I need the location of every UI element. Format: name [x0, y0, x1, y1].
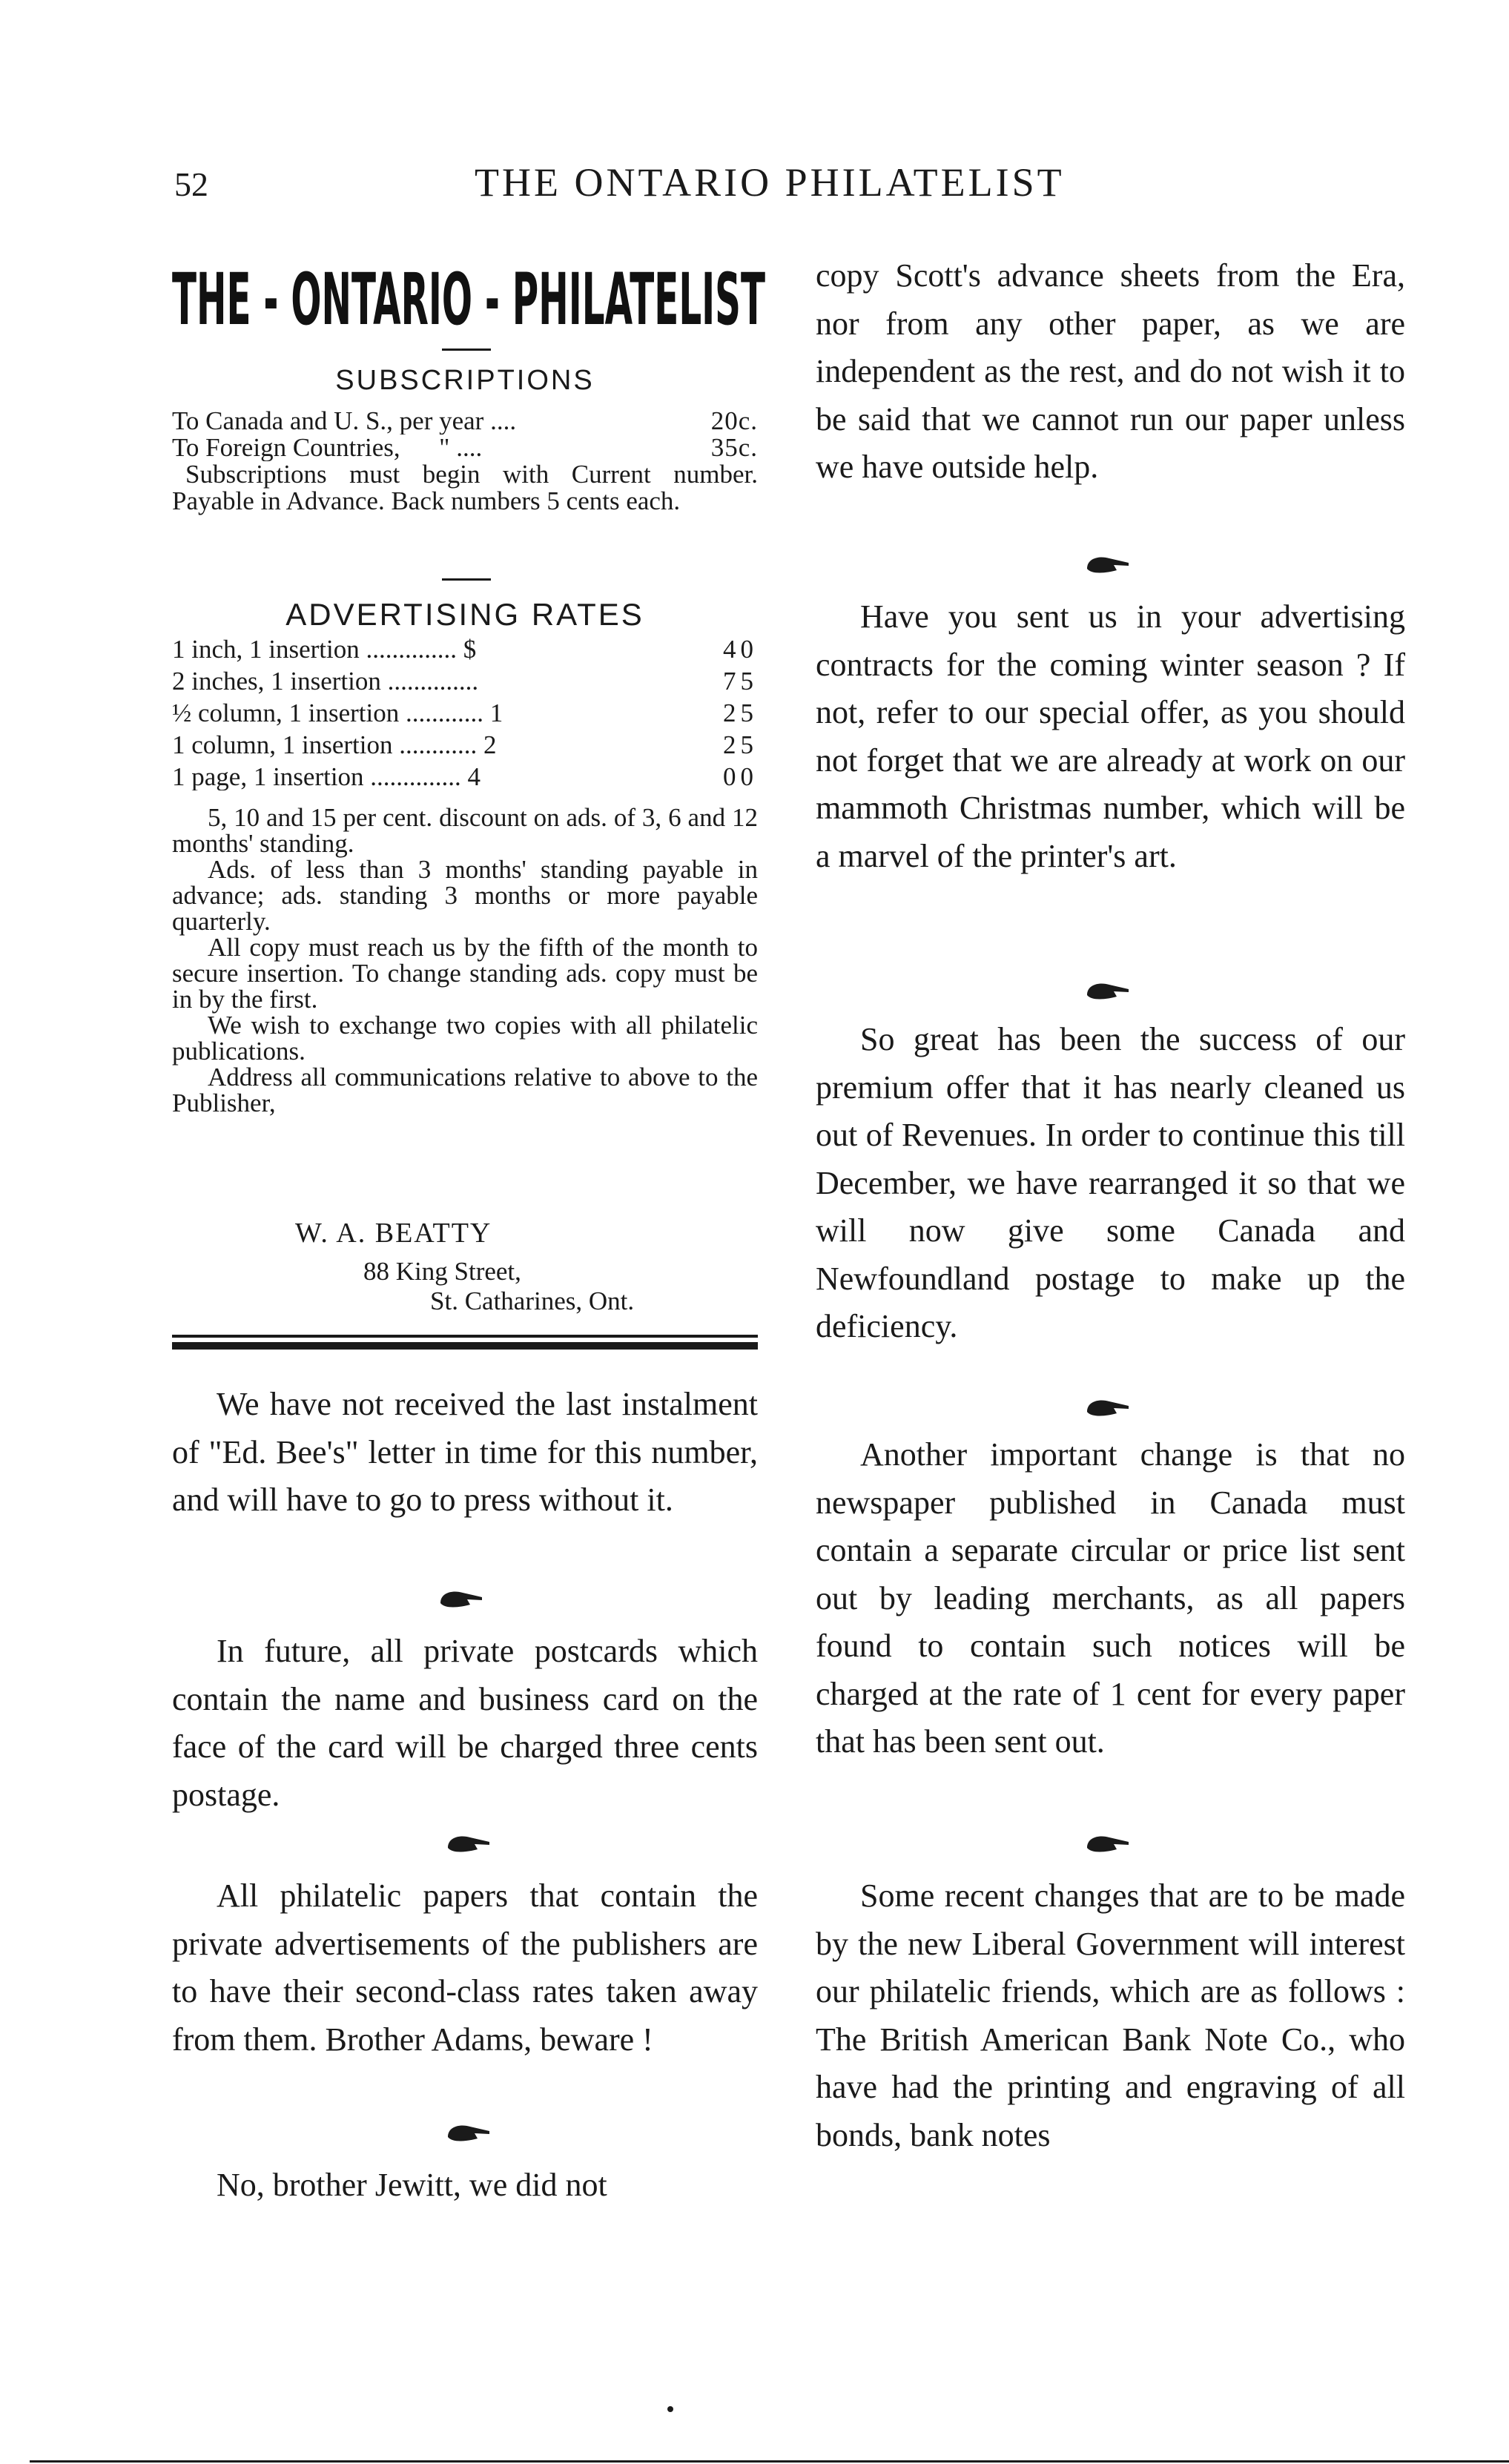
- ad-rate-price: 00: [723, 762, 758, 791]
- pointing-hand-icon: [1084, 1832, 1136, 1854]
- divider: [442, 349, 491, 351]
- ad-rate-price: 25: [723, 730, 758, 759]
- masthead-title-text: THE - ONTARIO - PHILATELIST: [172, 258, 765, 337]
- pointing-hand-icon: [1084, 979, 1136, 1001]
- terms-paragraph: 5, 10 and 15 per cent. discount on ads. of 3, 6 and 12 months' standing.: [172, 803, 758, 858]
- subscription-row: [172, 408, 758, 435]
- ad-rate-row: [172, 636, 758, 663]
- ad-rate-row: [172, 700, 758, 727]
- subscription-label: To Foreign Countries, ": [172, 435, 450, 461]
- article-paragraph: All philatelic papers that contain the private advertisements of the publishers are to have their second-class rates taken away from them. Brother Adams, beware !: [172, 1877, 758, 2058]
- terms-paragraph: All copy must reach us by the fifth of the month to secure insertion. To change standing ads. copy must be in by the first.: [172, 933, 758, 1014]
- publisher-name: W. A. BEATTY: [295, 1218, 492, 1249]
- subscription-row: [172, 435, 758, 461]
- ad-rate-price: 40: [723, 635, 758, 664]
- pointing-hand-icon: [1084, 1396, 1136, 1418]
- subscriptions-heading: SUBSCRIPTIONS: [335, 365, 595, 396]
- leader-dots: ....: [483, 408, 517, 435]
- right-column-2: [816, 593, 1405, 880]
- publisher-street: 88 King Street,: [363, 1257, 521, 1286]
- left-column-2: [172, 1628, 758, 1819]
- scan-edge-line: [30, 2460, 1509, 2463]
- article-paragraph: So great has been the success of our premium offer that it has nearly cleaned us out of Revenues. In order to continue this till December, we have rearranged it so that we will now give some Canada and Newfoundland postage to make up the deficiency.: [816, 1021, 1405, 1344]
- terms-paragraph: Ads. of less than 3 months' standing payable in advance; ads. standing 3 months or more payable quarterly.: [172, 855, 758, 936]
- right-column: [816, 252, 1405, 492]
- subscription-note: Subscriptions must begin with Current number. Payable in Advance. Back numbers 5 cents each.: [172, 460, 758, 515]
- article-paragraph: Have you sent us in your advertising contracts for the coming winter season ? If not, refer to our special offer, as you should not forget that we are already at work on our mammoth Christmas number, which will be a marvel of the printer's art.: [816, 598, 1405, 874]
- left-column-3: [172, 1872, 758, 2064]
- article-paragraph: In future, all private postcards which contain the name and business card on the face of the card will be charged three cents postage.: [172, 1633, 758, 1813]
- ad-rate-price: 75: [723, 667, 758, 696]
- article-paragraph: Some recent changes that are to be made by the new Liberal Government will interest our philatelic friends, which are as follows : The British American Bank Note Co., who have had the printing and engraving of all bonds, bank notes: [816, 1877, 1405, 2153]
- article-paragraph: copy Scott's advance sheets from the Era, nor from any other paper, as we are independent as the rest, and do not wish it to be said that we cannot run our paper unless we have outside help.: [816, 257, 1405, 485]
- subscription-price: 20c.: [710, 406, 758, 435]
- advertising-terms: [172, 805, 758, 1116]
- terms-paragraph: Address all communications relative to above to the Publisher,: [172, 1063, 758, 1117]
- ad-rate-label: ½ column, 1 insertion ............ 1: [172, 700, 503, 727]
- pointing-hand-icon: [1084, 552, 1136, 575]
- pointing-hand-icon: [445, 2121, 497, 2143]
- right-column-5: [816, 1872, 1405, 2159]
- pointing-hand-icon: [445, 1832, 497, 1854]
- left-column-4: [172, 2161, 758, 2210]
- article-paragraph: No, brother Jewitt, we did not: [217, 2167, 607, 2203]
- scan-speck: [667, 2406, 673, 2412]
- ad-rate-label: 1 inch, 1 insertion .............. $: [172, 636, 477, 663]
- subscription-price: 35c.: [710, 433, 758, 462]
- left-column: [172, 1381, 758, 1525]
- ad-rate-row: [172, 764, 758, 790]
- right-column-3: [816, 1016, 1405, 1351]
- box-rule-top: [172, 1335, 758, 1338]
- subscription-rates: [172, 408, 758, 461]
- ad-rate-label: 1 page, 1 insertion .............. 4: [172, 764, 481, 790]
- advertising-heading: ADVERTISING RATES: [285, 597, 644, 632]
- box-rule-bottom: [172, 1342, 758, 1350]
- ad-rate-label: 2 inches, 1 insertion ..............: [172, 668, 479, 695]
- ad-rate-price: 25: [723, 698, 758, 727]
- pointing-hand-icon: [437, 1587, 489, 1609]
- subscription-label: To Canada and U. S., per year: [172, 408, 484, 435]
- ad-rate-label: 1 column, 1 insertion ............ 2: [172, 732, 497, 759]
- article-paragraph: Another important change is that no newspaper published in Canada must contain a separate circular or price list sent out by leading merchants, as all papers found to contain such notices will be charged at the rate of 1 cent for every paper that has been sent out.: [816, 1436, 1405, 1760]
- masthead-title: [172, 256, 765, 337]
- leader-dots: ....: [449, 435, 483, 461]
- terms-paragraph: We wish to exchange two copies with all philatelic publications.: [172, 1011, 758, 1066]
- ad-rate-row: [172, 732, 758, 759]
- right-column-4: [816, 1431, 1405, 1766]
- divider: [442, 578, 491, 581]
- running-title: THE ONTARIO PHILATELIST: [475, 160, 1065, 205]
- page-number: 52: [174, 165, 208, 203]
- article-paragraph: We have not received the last instalment of "Ed. Bee's" letter in time for this number, and will have to go to press without it.: [172, 1386, 758, 1518]
- publisher-city: St. Catharines, Ont.: [430, 1287, 635, 1315]
- advertising-rates: [172, 636, 758, 790]
- ad-rate-row: [172, 668, 758, 695]
